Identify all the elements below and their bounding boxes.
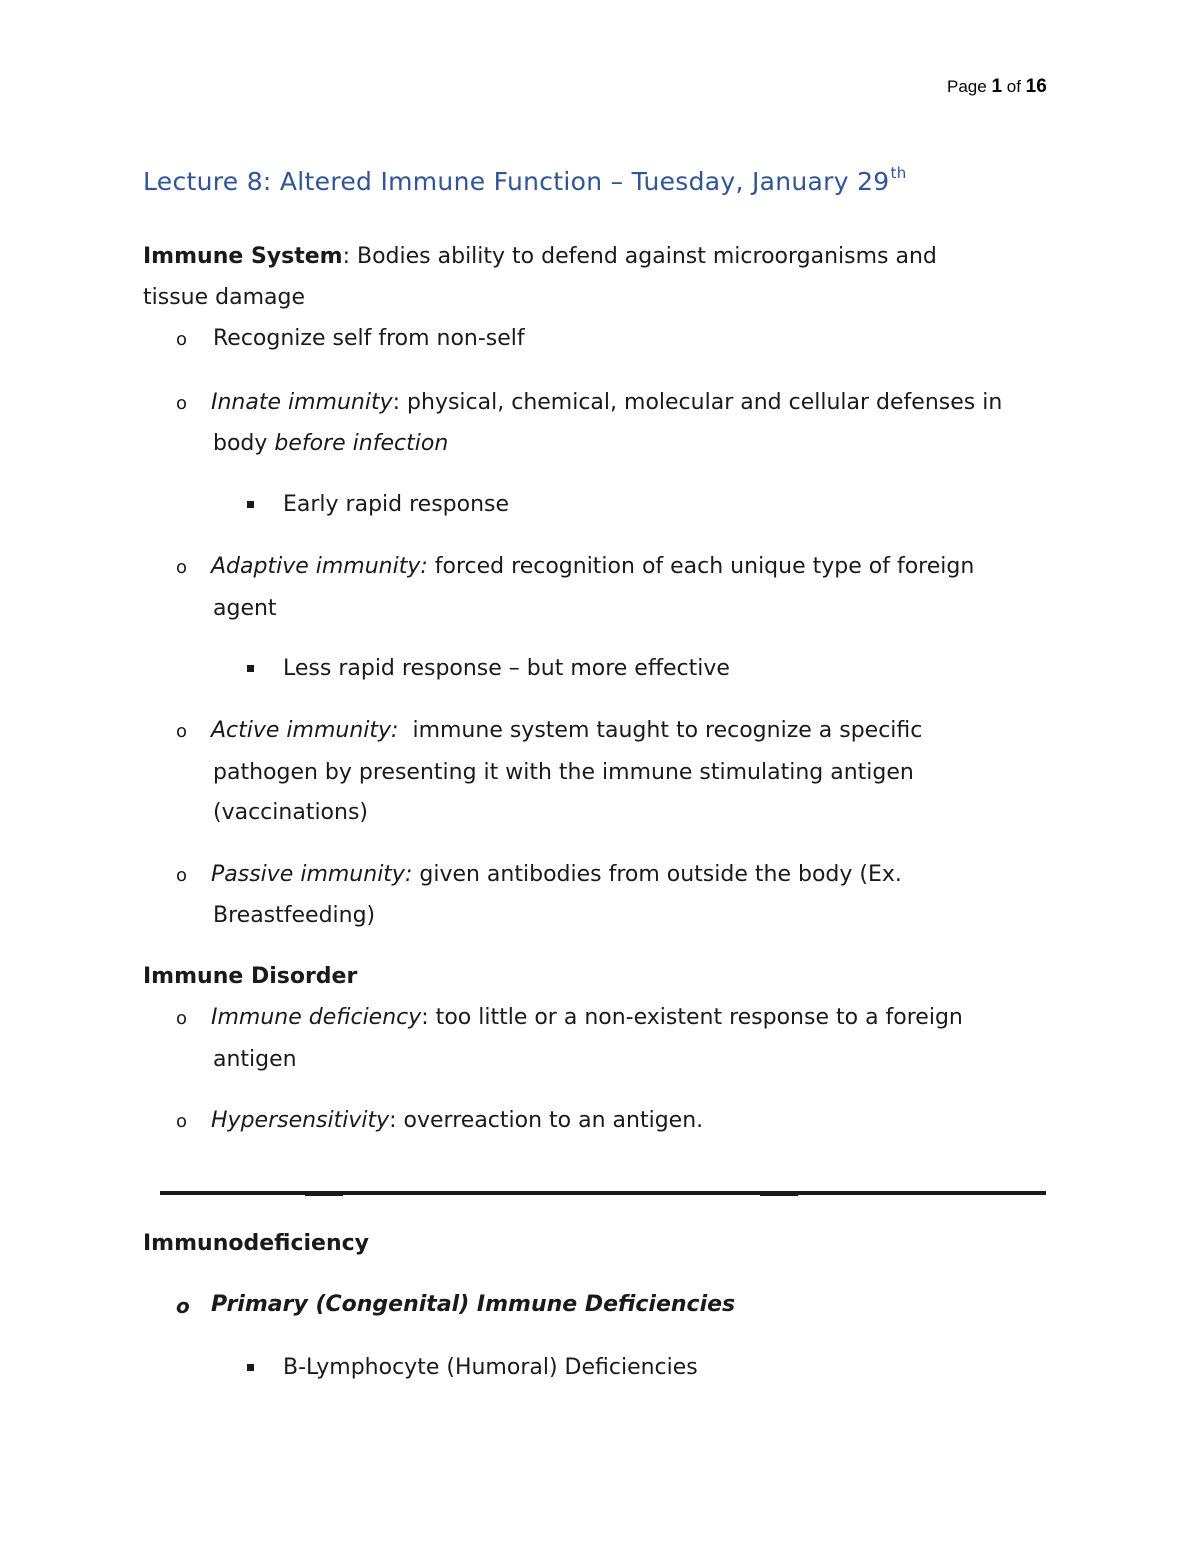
list-item-cont: Breastfeeding): [213, 903, 376, 928]
square-bullet-icon: [247, 665, 254, 672]
total-pages: 16: [1025, 76, 1047, 97]
bullet-o-icon: o: [176, 1294, 190, 1318]
adaptive-text: forced recognition of each unique type of foreign: [427, 554, 975, 579]
hypersensitivity-text: : overreaction to an antigen.: [389, 1108, 704, 1133]
list-item: [211, 388, 1002, 418]
immunodeficiency-heading: Immunodeficiency: [143, 1231, 369, 1256]
adaptive-term: Adaptive immunity:: [211, 554, 428, 579]
immune-system-definition-cont: tissue damage: [143, 285, 305, 310]
hypersensitivity-term: Hypersensitivity: [211, 1108, 390, 1133]
innate-text: : physical, chemical, molecular and cellular defenses in: [392, 390, 1003, 415]
square-bullet-icon: [247, 501, 254, 508]
list-item: [211, 716, 922, 746]
list-item-cont: agent: [213, 596, 277, 621]
innate-cont-plain: body: [213, 431, 275, 456]
square-bullet-icon: [247, 1364, 254, 1371]
list-item: [211, 1003, 963, 1033]
innate-cont-italic: before infection: [274, 431, 449, 456]
bullet-o-icon: o: [176, 721, 188, 742]
immune-disorder-heading: Immune Disorder: [143, 964, 358, 989]
passive-term: Passive immunity:: [211, 862, 413, 887]
page-number: [947, 76, 1047, 98]
list-item-cont: pathogen by presenting it with the immune stimulating antigen: [213, 760, 914, 785]
divider-mark: [760, 1194, 798, 1196]
title-suffix: th: [890, 164, 907, 182]
b-lymphocyte-item: B-Lymphocyte (Humoral) Deficiencies: [283, 1355, 698, 1380]
page-title: [143, 164, 907, 196]
bullet-o-icon: o: [176, 865, 188, 886]
immune-deficiency-text: : too little or a non-existent response to a foreign: [421, 1005, 963, 1030]
bullet-o-icon: o: [176, 1008, 188, 1029]
list-item-cont: (vaccinations): [213, 800, 368, 825]
innate-term: Innate immunity: [211, 390, 393, 415]
divider-mark: [305, 1194, 343, 1196]
list-item: Less rapid response – but more effective: [283, 656, 730, 681]
list-item: Recognize self from non-self: [213, 326, 525, 351]
list-item: [211, 1106, 703, 1136]
bullet-o-icon: o: [176, 393, 188, 414]
active-term: Active immunity:: [211, 718, 399, 743]
list-item: [211, 860, 902, 890]
bullet-o-icon: o: [176, 1111, 188, 1132]
of-word: of: [1006, 77, 1021, 96]
list-item: Early rapid response: [283, 492, 510, 517]
list-item-cont: antigen: [213, 1047, 297, 1072]
list-item: [211, 552, 974, 582]
list-item-cont: [213, 429, 448, 459]
primary-deficiencies-item: Primary (Congenital) Immune Deficiencies: [211, 1292, 736, 1317]
immune-system-text: : Bodies ability to defend against microorganisms and: [342, 244, 937, 269]
passive-text: given antibodies from outside the body (Ex.: [412, 862, 902, 887]
page-word: Page: [947, 77, 987, 96]
title-text: Lecture 8: Altered Immune Function – Tuesday, January 29: [143, 167, 890, 196]
bullet-o-icon: o: [176, 329, 188, 350]
immune-system-definition: [143, 242, 937, 272]
bullet-o-icon: o: [176, 557, 188, 578]
active-text: immune system taught to recognize a specific: [398, 718, 923, 743]
immune-system-term: Immune System: [143, 244, 343, 269]
current-page: 1: [991, 76, 1003, 97]
section-divider: [160, 1191, 1046, 1195]
immune-deficiency-term: Immune deficiency: [211, 1005, 422, 1030]
